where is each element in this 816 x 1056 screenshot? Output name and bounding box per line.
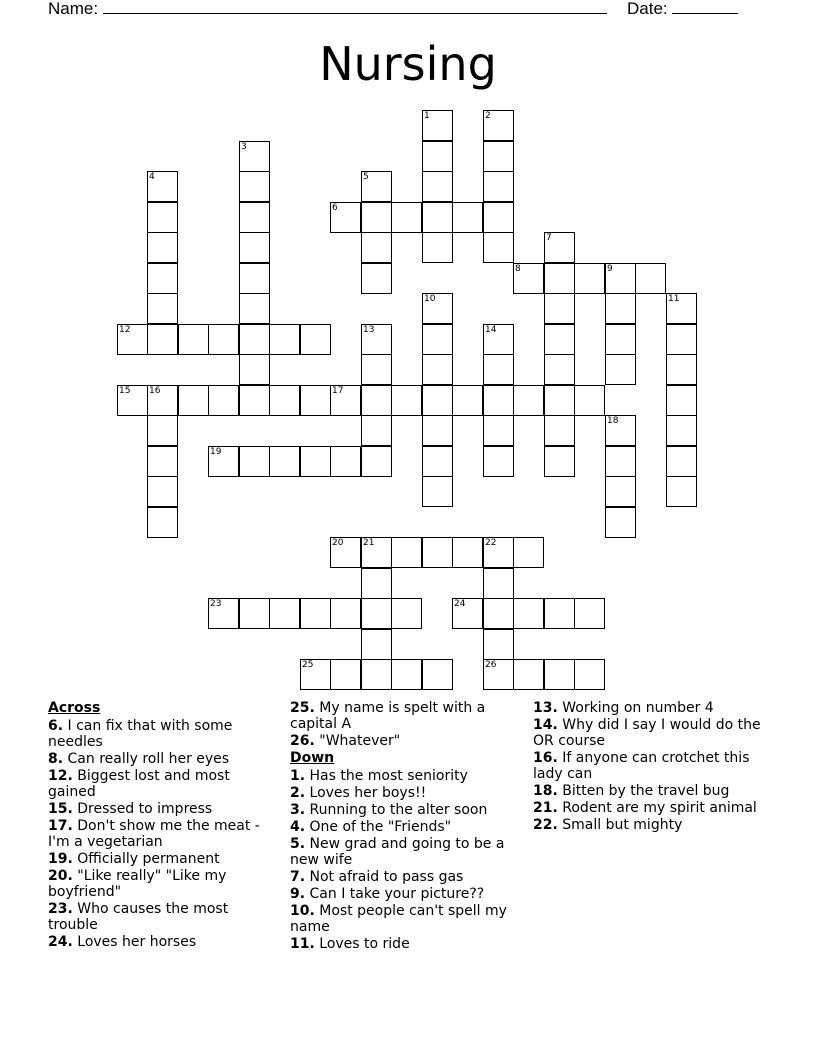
clue-item [48, 801, 270, 817]
clue-text: Loves to ride [319, 936, 410, 952]
grid-cell[interactable] [147, 507, 178, 538]
clue-number: 10. [290, 903, 315, 919]
cell-number: 5 [363, 172, 369, 182]
grid-cell[interactable] [239, 232, 270, 263]
grid-cell[interactable] [483, 446, 514, 477]
clue-number: 6. [48, 718, 64, 734]
grid-cell[interactable] [605, 446, 636, 477]
clue-number: 20. [48, 868, 73, 884]
clue-item [533, 817, 763, 833]
grid-cell[interactable] [239, 385, 270, 416]
grid-cell[interactable] [483, 171, 514, 202]
grid-cell[interactable] [239, 202, 270, 233]
clue-text: I can fix that with some needles [48, 718, 233, 750]
grid-cell[interactable] [635, 263, 666, 294]
grid-cell[interactable] [391, 202, 422, 233]
grid-cell[interactable] [574, 385, 605, 416]
grid-cell[interactable] [452, 385, 483, 416]
grid-cell[interactable] [544, 598, 575, 629]
clue-item [290, 819, 512, 835]
grid-cell[interactable] [178, 324, 209, 355]
clue-item [290, 886, 512, 902]
grid-cell[interactable] [513, 385, 544, 416]
grid-cell[interactable] [483, 232, 514, 263]
grid-cell[interactable] [361, 324, 392, 355]
clue-item [48, 868, 270, 900]
grid-cell[interactable] [605, 263, 636, 294]
grid-cell[interactable] [422, 354, 453, 385]
clue-text: Don't show me the meat - I'm a vegetarian [48, 818, 260, 850]
cell-number: 26 [485, 660, 497, 670]
grid-cell[interactable] [391, 659, 422, 690]
grid-cell[interactable] [239, 263, 270, 294]
grid-cell[interactable] [361, 354, 392, 385]
grid-cell[interactable] [422, 202, 453, 233]
clue-text: Rodent are my spirit animal [562, 800, 757, 816]
clue-number: 11. [290, 936, 315, 952]
clue-number: 25. [290, 700, 315, 716]
grid-cell[interactable] [361, 537, 392, 568]
grid-cell[interactable] [513, 263, 544, 294]
grid-cell[interactable] [147, 232, 178, 263]
clue-number: 21. [533, 800, 558, 816]
grid-cell[interactable] [513, 598, 544, 629]
clue-number: 4. [290, 819, 306, 835]
clue-number: 5. [290, 836, 306, 852]
clues-column-3 [533, 700, 763, 834]
grid-cell[interactable] [361, 446, 392, 477]
clue-number: 13. [533, 700, 558, 716]
cell-number: 6 [332, 203, 338, 213]
grid-cell[interactable] [147, 202, 178, 233]
grid-cell[interactable] [147, 415, 178, 446]
cell-number: 19 [210, 447, 222, 457]
grid-cell[interactable] [544, 385, 575, 416]
clue-text: Can I take your picture?? [309, 886, 485, 902]
grid-cell[interactable] [361, 415, 392, 446]
grid-cell[interactable] [361, 232, 392, 263]
clue-number: 22. [533, 817, 558, 833]
clue-number: 18. [533, 783, 558, 799]
grid-cell[interactable] [422, 415, 453, 446]
clue-number: 7. [290, 869, 306, 885]
clue-item [48, 934, 270, 950]
clue-number: 1. [290, 768, 306, 784]
grid-cell[interactable] [605, 324, 636, 355]
grid-cell[interactable] [239, 324, 270, 355]
grid-cell[interactable] [361, 263, 392, 294]
clue-text: My name is spelt with a capital A [290, 700, 486, 732]
grid-cell[interactable] [361, 598, 392, 629]
grid-cell[interactable] [574, 263, 605, 294]
grid-cell[interactable] [269, 446, 300, 477]
clue-text: Working on number 4 [562, 700, 714, 716]
grid-cell[interactable] [452, 202, 483, 233]
cell-number: 23 [210, 599, 222, 609]
clue-item [48, 768, 270, 800]
clue-text: Loves her horses [77, 934, 197, 950]
cell-number: 25 [302, 660, 314, 670]
clue-text: Not afraid to pass gas [309, 869, 464, 885]
grid-cell[interactable] [178, 385, 209, 416]
cell-number: 1 [424, 111, 430, 121]
cell-number: 8 [515, 264, 521, 274]
clue-text: Biggest lost and most gained [48, 768, 230, 800]
cell-number: 15 [119, 386, 131, 396]
page-title: Nursing [319, 37, 497, 91]
grid-cell[interactable] [269, 385, 300, 416]
grid-cell[interactable] [422, 537, 453, 568]
clue-item [533, 800, 763, 816]
clues-column-2 [290, 700, 512, 953]
clue-text: One of the "Friends" [309, 819, 452, 835]
clue-item [290, 785, 512, 801]
clue-text: Can really roll her eyes [67, 751, 230, 767]
cell-number: 20 [332, 538, 344, 548]
grid-cell[interactable] [147, 293, 178, 324]
grid-cell[interactable] [147, 263, 178, 294]
cell-number: 11 [668, 294, 680, 304]
grid-cell[interactable] [208, 324, 239, 355]
clue-text: "Like really" "Like my boyfriend" [48, 868, 227, 900]
clue-item [290, 936, 512, 952]
grid-cell[interactable] [422, 232, 453, 263]
grid-cell[interactable] [361, 202, 392, 233]
cell-number: 3 [241, 142, 247, 152]
grid-cell[interactable] [483, 659, 514, 690]
cell-number: 22 [485, 538, 497, 548]
grid-cell[interactable] [422, 293, 453, 324]
grid-cell[interactable] [422, 476, 453, 507]
clue-section-heading: Across [48, 700, 101, 716]
cell-number: 24 [454, 599, 466, 609]
clue-number: 24. [48, 934, 73, 950]
clue-item [48, 851, 270, 867]
grid-cell[interactable] [117, 385, 148, 416]
grid-cell[interactable] [208, 446, 239, 477]
cell-number: 18 [607, 416, 619, 426]
grid-cell[interactable] [422, 110, 453, 141]
clue-item [533, 700, 763, 716]
grid-cell[interactable] [269, 324, 300, 355]
grid-cell[interactable] [666, 385, 697, 416]
clue-number: 12. [48, 768, 73, 784]
grid-cell[interactable] [147, 171, 178, 202]
cell-number: 9 [607, 264, 613, 274]
grid-cell[interactable] [483, 385, 514, 416]
grid-cell[interactable] [422, 659, 453, 690]
clue-number: 9. [290, 886, 306, 902]
grid-cell[interactable] [239, 354, 270, 385]
clue-item [290, 903, 512, 935]
grid-cell[interactable] [147, 385, 178, 416]
clue-number: 19. [48, 851, 73, 867]
grid-cell[interactable] [483, 324, 514, 355]
grid-cell[interactable] [239, 141, 270, 172]
clue-number: 15. [48, 801, 73, 817]
grid-cell[interactable] [391, 385, 422, 416]
grid-cell[interactable] [483, 537, 514, 568]
clue-item [290, 768, 512, 784]
clue-text: Most people can't spell my name [290, 903, 507, 935]
grid-cell[interactable] [666, 476, 697, 507]
grid-cell[interactable] [391, 598, 422, 629]
grid-cell[interactable] [666, 324, 697, 355]
grid-cell[interactable] [330, 385, 361, 416]
grid-cell[interactable] [147, 476, 178, 507]
grid-cell[interactable] [544, 263, 575, 294]
grid-cell[interactable] [605, 476, 636, 507]
grid-cell[interactable] [483, 354, 514, 385]
grid-cell[interactable] [544, 659, 575, 690]
grid-cell[interactable] [147, 324, 178, 355]
grid-cell[interactable] [513, 659, 544, 690]
clue-text: Who causes the most trouble [48, 901, 229, 933]
clue-text: Bitten by the travel bug [562, 783, 730, 799]
grid-cell[interactable] [300, 446, 331, 477]
grid-cell[interactable] [452, 598, 483, 629]
clue-item [290, 836, 512, 868]
clue-item [533, 717, 763, 749]
grid-cell[interactable] [361, 629, 392, 660]
grid-cell[interactable] [452, 537, 483, 568]
grid-cell[interactable] [605, 293, 636, 324]
clue-number: 2. [290, 785, 306, 801]
grid-cell[interactable] [422, 324, 453, 355]
grid-cell[interactable] [422, 385, 453, 416]
grid-cell[interactable] [544, 354, 575, 385]
clue-text: New grad and going to be a new wife [290, 836, 505, 868]
grid-cell[interactable] [147, 446, 178, 477]
clue-item [533, 750, 763, 782]
grid-cell[interactable] [574, 598, 605, 629]
clue-text: Small but mighty [562, 817, 683, 833]
grid-cell[interactable] [666, 293, 697, 324]
grid-cell[interactable] [391, 537, 422, 568]
grid-cell[interactable] [666, 354, 697, 385]
clue-number: 23. [48, 901, 73, 917]
grid-cell[interactable] [330, 446, 361, 477]
cell-number: 12 [119, 325, 131, 335]
grid-cell[interactable] [422, 446, 453, 477]
grid-cell[interactable] [483, 629, 514, 660]
grid-cell[interactable] [239, 446, 270, 477]
clue-item [48, 751, 270, 767]
grid-cell[interactable] [483, 598, 514, 629]
grid-cell[interactable] [300, 598, 331, 629]
clue-text: Officially permanent [77, 851, 220, 867]
cell-number: 17 [332, 386, 344, 396]
grid-cell[interactable] [605, 354, 636, 385]
clue-text: Has the most seniority [309, 768, 468, 784]
cell-number: 16 [149, 386, 161, 396]
grid-cell[interactable] [544, 232, 575, 263]
clue-text: Loves her boys!! [309, 785, 427, 801]
grid-cell[interactable] [239, 598, 270, 629]
grid-cell[interactable] [361, 385, 392, 416]
grid-cell[interactable] [544, 446, 575, 477]
grid-cell[interactable] [483, 141, 514, 172]
grid-cell[interactable] [544, 293, 575, 324]
cell-number: 10 [424, 294, 436, 304]
grid-cell[interactable] [666, 446, 697, 477]
grid-cell[interactable] [330, 202, 361, 233]
clue-text: If anyone can crotchet this lady can [533, 750, 750, 782]
grid-cell[interactable] [117, 324, 148, 355]
grid-cell[interactable] [239, 171, 270, 202]
cell-number: 4 [149, 172, 155, 182]
clue-item [48, 818, 270, 850]
clue-number: 3. [290, 802, 306, 818]
clue-number: 26. [290, 733, 315, 749]
grid-cell[interactable] [300, 659, 331, 690]
grid-cell[interactable] [483, 202, 514, 233]
clues-column-1 [48, 700, 270, 951]
grid-cell[interactable] [574, 659, 605, 690]
grid-cell[interactable] [361, 171, 392, 202]
clue-item [290, 802, 512, 818]
clue-item [290, 700, 512, 732]
clue-text: Dressed to impress [77, 801, 213, 817]
clue-text: Running to the alter soon [309, 802, 488, 818]
grid-cell[interactable] [513, 537, 544, 568]
clue-item [290, 733, 512, 749]
clue-number: 14. [533, 717, 558, 733]
grid-cell[interactable] [544, 324, 575, 355]
grid-cell[interactable] [269, 598, 300, 629]
grid-cell[interactable] [544, 415, 575, 446]
clue-number: 17. [48, 818, 73, 834]
grid-cell[interactable] [208, 385, 239, 416]
clue-text: "Whatever" [319, 733, 401, 749]
cell-number: 2 [485, 111, 491, 121]
grid-cell[interactable] [361, 568, 392, 599]
clue-item [533, 783, 763, 799]
grid-cell[interactable] [422, 141, 453, 172]
grid-cell[interactable] [666, 415, 697, 446]
grid-cell[interactable] [361, 659, 392, 690]
grid-cell[interactable] [483, 110, 514, 141]
grid-cell[interactable] [330, 659, 361, 690]
grid-cell[interactable] [483, 568, 514, 599]
clue-number: 8. [48, 751, 64, 767]
date-label: Date: [627, 0, 668, 18]
grid-cell[interactable] [483, 415, 514, 446]
cell-number: 14 [485, 325, 497, 335]
clue-item [48, 901, 270, 933]
grid-cell[interactable] [330, 598, 361, 629]
grid-cell[interactable] [239, 293, 270, 324]
grid-cell[interactable] [422, 171, 453, 202]
clue-section-heading: Down [290, 750, 335, 766]
clue-item [48, 718, 270, 750]
clue-text: Why did I say I would do the OR course [533, 717, 761, 749]
cell-number: 7 [546, 233, 552, 243]
name-label: Name: [48, 0, 99, 18]
grid-cell[interactable] [208, 598, 239, 629]
grid-cell[interactable] [330, 537, 361, 568]
grid-cell[interactable] [300, 324, 331, 355]
grid-cell[interactable] [605, 415, 636, 446]
clue-item [290, 869, 512, 885]
grid-cell[interactable] [605, 507, 636, 538]
grid-cell[interactable] [300, 385, 331, 416]
cell-number: 21 [363, 538, 375, 548]
cell-number: 13 [363, 325, 375, 335]
clue-number: 16. [533, 750, 558, 766]
